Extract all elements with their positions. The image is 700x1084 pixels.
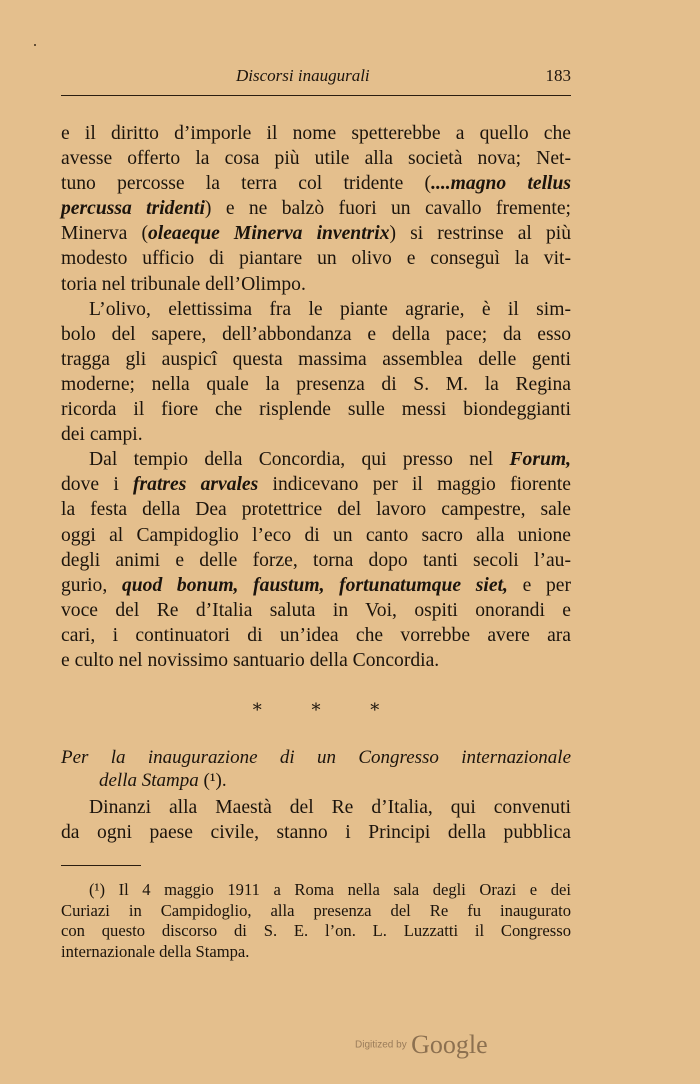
- text-segment: tuno percosse la terra col tridente (: [61, 173, 432, 195]
- footnote-rule: [61, 865, 141, 866]
- watermark-prefix: Digitized by: [355, 1039, 407, 1051]
- text-segment: e culto nel novissimo santuario della Concordia.: [61, 649, 440, 671]
- running-head: [61, 64, 571, 88]
- text-segment: L’olivo, elettissima fra le piante agrarie, è il sim-: [89, 298, 571, 320]
- body-line: [61, 648, 571, 673]
- text-segment: oggi al Campidoglio l’eco di un canto sacro alla unione: [61, 524, 571, 546]
- section-title: [61, 746, 571, 792]
- header-rule: [61, 95, 571, 96]
- text-segment: e per: [507, 574, 572, 596]
- body-line: [61, 397, 571, 422]
- text-segment: la festa della Dea protettrice del lavoro campestre, sale: [61, 499, 571, 521]
- text-segment: dove i: [61, 474, 133, 496]
- body-text: [61, 121, 571, 673]
- body-line: [61, 297, 571, 322]
- body-line: [61, 347, 571, 372]
- body-line: [61, 447, 571, 472]
- italic-latin-phrase: oleaeque Minerva inventrix: [148, 223, 390, 245]
- body-line: [61, 497, 571, 522]
- body-line: [61, 146, 571, 171]
- text-segment: Minerva (: [61, 223, 148, 245]
- text-segment: degli animi e delle forze, torna dopo tanti secoli l’au-: [61, 549, 571, 571]
- italic-latin-phrase: fratres arvales: [133, 474, 259, 496]
- text-segment: cari, i continuatori di un’idea che vorrebbe avere ara: [61, 624, 571, 646]
- body-line: [61, 598, 571, 623]
- body-line: [61, 196, 571, 221]
- body-line: [61, 221, 571, 246]
- text-segment: toria nel tribunale dell’Olimpo.: [61, 273, 306, 295]
- section-body-line-2: da ogni paese civile, stanno i Principi della pubblica: [61, 822, 571, 843]
- body-line: [61, 121, 571, 146]
- text-segment: modesto ufficio di piantare un olivo e conseguì la vit-: [61, 248, 571, 270]
- text-segment: gurio,: [61, 574, 122, 596]
- google-logo: Google: [411, 1030, 488, 1059]
- section-body: [61, 795, 571, 845]
- footnote-line-4: internazionale della Stampa.: [61, 941, 250, 961]
- body-line: [61, 322, 571, 347]
- section-title-stampa: della Stampa: [99, 770, 199, 791]
- text-segment: ) si restrinse al più: [389, 223, 571, 245]
- section-title-line-2: [61, 770, 227, 791]
- body-line: [61, 422, 571, 447]
- body-line: [61, 272, 571, 297]
- section-body-line-1: Dinanzi alla Maestà del Re d’Italia, qui convenuti: [89, 797, 571, 818]
- italic-latin-phrase: quod bonum, faustum, fortunatumque siet,: [121, 574, 508, 596]
- text-segment: ricorda il fiore che risplende sulle messi biondeggianti: [61, 399, 571, 421]
- text-segment: ) e ne balzò fuori un cavallo fremente;: [204, 198, 571, 220]
- body-line: [61, 472, 571, 497]
- body-line: [61, 372, 571, 397]
- footnote-reference: (¹).: [198, 770, 227, 791]
- footnote-line-1: (¹) Il 4 maggio 1911 a Roma nella sala degli Orazi e dei: [89, 880, 571, 899]
- body-line: [61, 246, 571, 271]
- page-number: 183: [545, 66, 571, 85]
- body-line: [61, 523, 571, 548]
- section-title-line-1: Per la inaugurazione di un Congresso internazionale: [61, 747, 571, 768]
- italic-latin-phrase: ....magno tellus: [431, 173, 571, 195]
- section-separator: * * *: [252, 700, 402, 721]
- text-segment: moderne; nella quale la presenza di S. M. la Regina: [61, 373, 571, 395]
- italic-latin-phrase: percussa tridenti: [61, 198, 205, 220]
- text-segment: avesse offerto la cosa più utile alla società nova; Net-: [61, 148, 571, 170]
- text-segment: e il diritto d’imporle il nome spetterebbe a quello che: [61, 123, 571, 144]
- digitized-by-google-watermark: [355, 1030, 488, 1060]
- text-segment: Dal tempio della Concordia, qui presso nel: [89, 449, 510, 471]
- italic-latin-phrase: Forum,: [509, 449, 571, 471]
- body-line: [61, 623, 571, 648]
- running-head-title: Discorsi inaugurali: [236, 66, 370, 85]
- text-segment: tragga gli auspicî questa massima assemblea delle genti: [61, 348, 571, 370]
- scan-speck: [34, 44, 36, 46]
- footnote: [61, 880, 571, 962]
- footnote-line-3: con questo discorso di S. E. l’on. L. Luzzatti il Congresso: [61, 921, 571, 940]
- body-line: [61, 573, 571, 598]
- body-line: [61, 548, 571, 573]
- text-segment: dei campi.: [61, 424, 143, 446]
- text-segment: voce del Re d’Italia saluta in Voi, ospiti onorandi e: [61, 599, 571, 621]
- footnote-line-2: Curiazi in Campidoglio, alla presenza del Re fu inaugurato: [61, 900, 571, 920]
- text-segment: indicevano per il maggio fiorente: [258, 474, 572, 496]
- text-segment: bolo del sapere, dell’abbondanza e della pace; da esso: [61, 323, 571, 345]
- body-line: [61, 171, 571, 196]
